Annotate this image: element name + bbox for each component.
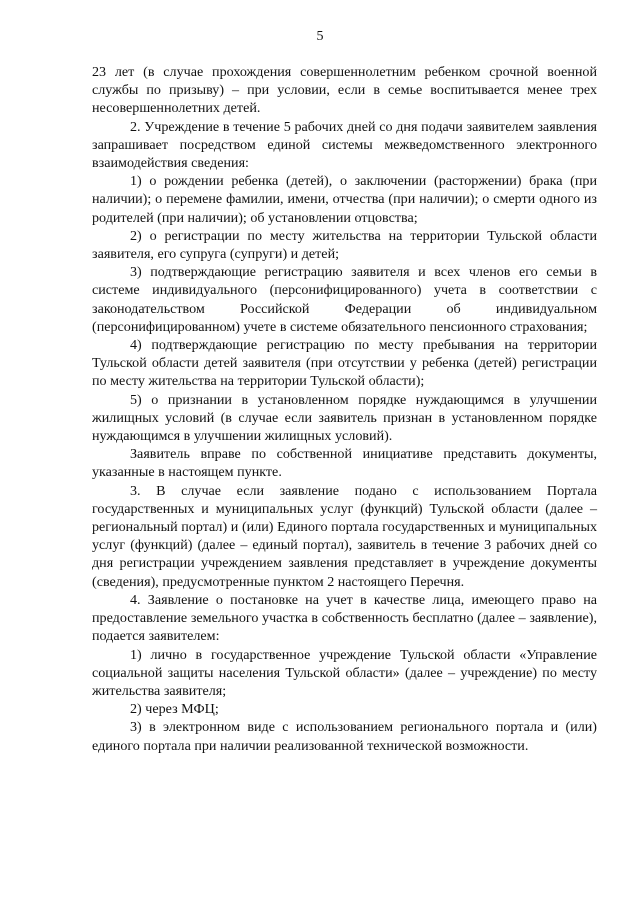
document-body: [92, 63, 597, 755]
paragraph-continuation: 23 лет (в случае прохождения совершеннолетним ребенком срочной военной службы по призыву) – при условии, если в семье воспитывается менее трех несовершеннолетних детей.: [92, 64, 597, 117]
paragraph-method-3: 3) в электронном виде с использованием регионального портала и (или) единого портала при наличии реализованной технической возможности.: [92, 719, 597, 754]
paragraph-item-2: 2) о регистрации по месту жительства на территории Тульской области заявителя, его супруга (супруги) и детей;: [92, 227, 597, 263]
paragraph-item-4: 4) подтверждающие регистрацию по месту пребывания на территории Тульской области детей заявителя (при отсутствии у ребенка (детей) регистрации по месту жительства на территории Тульской области);: [92, 337, 597, 390]
paragraph-item-3: 3) подтверждающие регистрацию заявителя и всех членов его семьи в системе индивидуального (персонифицированного) учета в соответствии с законодательством Российской Федерации об индивидуальном (персонифицированном) учете в системе обязательного пенсионного страхования;: [92, 264, 597, 335]
paragraph-item-1: 1) о рождении ребенка (детей), о заключении (расторжении) брака (при наличии); о перемене фамилии, имени, отчества (при наличии); о смерти одного из родителей (при наличии); об установлении отцовства;: [92, 173, 597, 226]
paragraph-clause-2: 2. Учреждение в течение 5 рабочих дней со дня подачи заявителем заявления запрашивает посредством единой системы межведомственного электронного взаимодействия сведения:: [92, 118, 597, 172]
paragraph-applicant-right: Заявитель вправе по собственной инициативе представить документы, указанные в настоящем пункте.: [92, 446, 597, 481]
paragraph-clause-3: 3. В случае если заявление подано с использованием Портала государственных и муниципальных услуг (функций) Тульской области (далее – региональный портал) и (или) Единого портала государственных и муниципальных услуг (функций) (далее – единый портал), заявитель в течение 3 рабочих дней со дня регистрации учреждением заявления представляет в учреждение документы (сведения), предусмотренные пунктом 2 настоящего Перечня.: [92, 482, 597, 590]
paragraph-clause-4: 4. Заявление о постановке на учет в качестве лица, имеющего право на предоставление земельного участка в собственность бесплатно (далее – заявление), подается заявителем:: [92, 591, 597, 645]
paragraph-item-5: 5) о признании в установленном порядке нуждающимся в улучшении жилищных условий (в случае если заявитель признан в установленном порядке нуждающимся в улучшении жилищных условий).: [92, 391, 597, 445]
page-number: 5: [316, 29, 324, 44]
paragraph-method-2: 2) через МФЦ;: [130, 701, 219, 718]
paragraph-method-1: 1) лично в государственное учреждение Тульской области «Управление социальной защиты населения Тульской области» (далее – учреждение) по месту жительства заявителя;: [92, 646, 597, 699]
